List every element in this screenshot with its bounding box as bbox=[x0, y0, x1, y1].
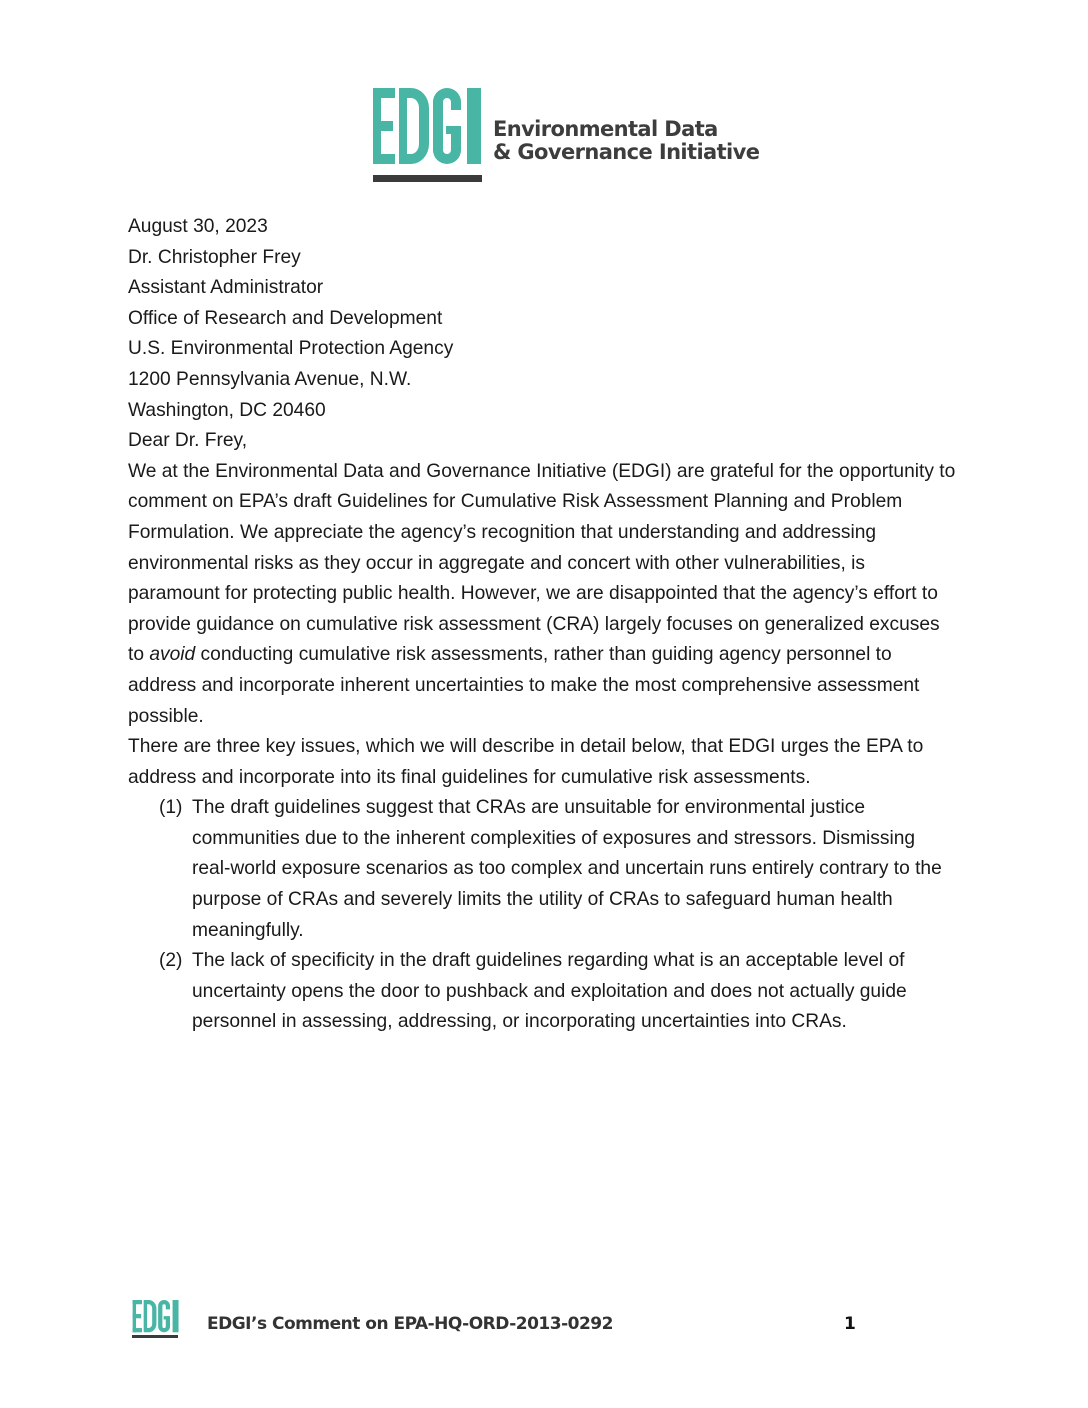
recipient-address bbox=[128, 243, 958, 427]
recipient-title: Assistant Administrator bbox=[128, 277, 324, 299]
edgi-logo-small-icon bbox=[132, 1300, 180, 1334]
letter-body bbox=[128, 212, 958, 1038]
footer-title: EDGI’s Comment on EPA-HQ-ORD-2013-0292 bbox=[207, 1314, 613, 1334]
issues-list bbox=[128, 793, 958, 1038]
header-logo bbox=[373, 88, 760, 188]
list-item bbox=[128, 946, 958, 1038]
recipient-name: Dr. Christopher Frey bbox=[128, 246, 301, 268]
list-item-number: (1) bbox=[159, 797, 183, 819]
footer-logo-underline bbox=[132, 1335, 178, 1338]
salutation: Dear Dr. Frey, bbox=[128, 430, 248, 452]
logo-underline bbox=[373, 175, 482, 182]
org-name-line1: Environmental Data bbox=[493, 117, 718, 141]
page-number: 1 bbox=[844, 1314, 856, 1334]
letter-date: August 30, 2023 bbox=[128, 216, 268, 237]
recipient-office: Office of Research and Development bbox=[128, 307, 443, 329]
list-item-number: (2) bbox=[159, 950, 183, 972]
list-item-text: The draft guidelines suggest that CRAs are unsuitable for environmental justice communities due to the inherent complexities of exposures and stressors. Dismissing real-world exposure scenarios as too complex and uncertain runs entirely contrary to the purpose of CRAs and severely limits the utility of CRAs to safeguard human health meaningfully. bbox=[192, 797, 942, 941]
org-name-line2: & Governance Initiative bbox=[493, 140, 760, 164]
paragraph-intro bbox=[128, 457, 958, 732]
recipient-street: 1200 Pennsylvania Avenue, N.W. bbox=[128, 368, 412, 390]
recipient-agency: U.S. Environmental Protection Agency bbox=[128, 338, 454, 360]
paragraph-key-issues: There are three key issues, which we will describe in detail below, that EDGI urges the EPA to address and incorporate into its final guidelines for cumulative risk assessments. bbox=[128, 736, 924, 788]
paragraph-intro-emphasis: avoid bbox=[149, 644, 196, 666]
list-item bbox=[128, 793, 958, 946]
paragraph-intro-part1: We at the Environmental Data and Governance Initiative (EDGI) are grateful for the opportunity to comment on EPA’s draft Guidelines for Cumulative Risk Assessment Planning and Problem Formulation. We appreciate the agency’s recognition that understanding and addressing environmental risks as they occur in aggregate and concert with other vulnerabilities, is paramount for protecting public health. However, we are disappointed that the agency’s effort to provide guidance on cumulative risk assessment (CRA) largely focuses on generalized excuses to bbox=[128, 460, 956, 666]
recipient-city: Washington, DC 20460 bbox=[128, 399, 326, 421]
paragraph-intro-part2: conducting cumulative risk assessments, rather than guiding agency personnel to address and incorporate inherent uncertainties to make the most comprehensive assessment possible. bbox=[128, 644, 920, 727]
edgi-logo-icon bbox=[373, 88, 483, 168]
list-item-text: The lack of specificity in the draft guidelines regarding what is an acceptable level of uncertainty opens the door to pushback and exploitation and does not actually guide personnel in assessing, addressing, or incorporating uncertainties into CRAs. bbox=[192, 950, 907, 1033]
org-name bbox=[493, 118, 759, 164]
page-footer bbox=[132, 1300, 862, 1342]
